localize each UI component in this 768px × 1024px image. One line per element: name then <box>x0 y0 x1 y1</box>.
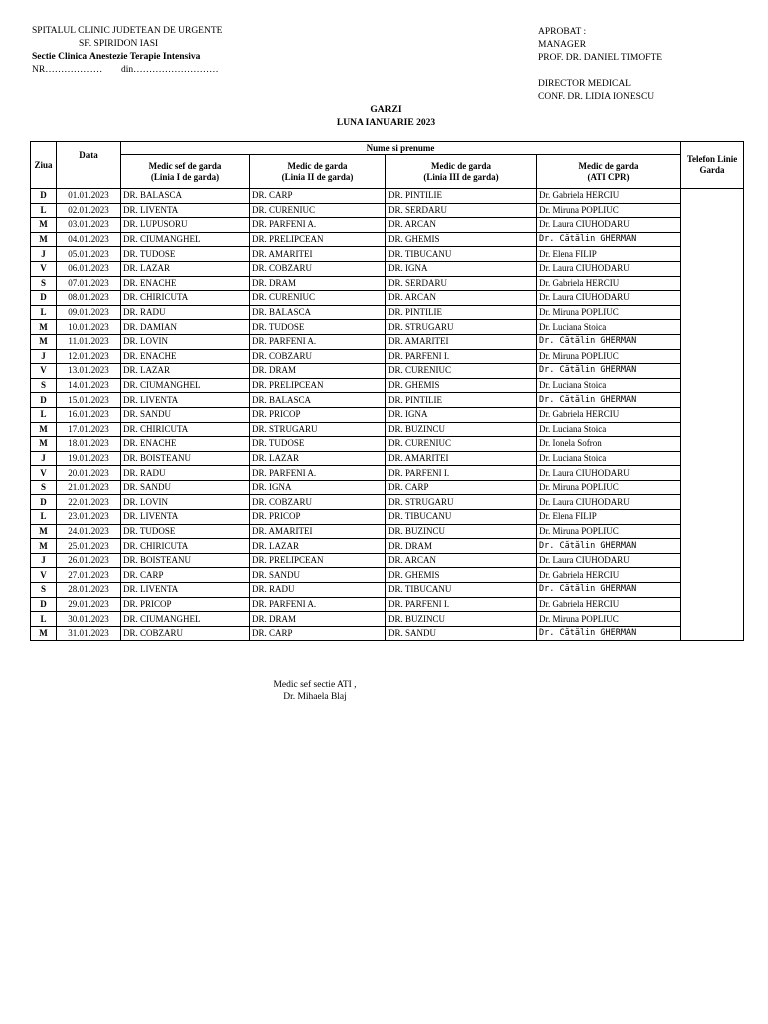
chief-doctor-cell: DR. LUPUSORU <box>121 218 250 233</box>
ati-doctor-cell: Dr. Cătălin GHERMAN <box>537 626 681 641</box>
date-cell: 30.01.2023 <box>57 612 121 627</box>
line3-doctor-cell: DR. AMARITEI <box>386 451 537 466</box>
date-cell: 02.01.2023 <box>57 203 121 218</box>
line2-doctor-cell: DR. COBZARU <box>250 349 386 364</box>
date-cell: 31.01.2023 <box>57 626 121 641</box>
line2-doctor-cell: DR. SANDU <box>250 568 386 583</box>
chief-doctor-cell: DR. PRICOP <box>121 597 250 612</box>
chief-doctor-cell: DR. LIVENTA <box>121 583 250 598</box>
chief-doctor-cell: DR. TUDOSE <box>121 524 250 539</box>
date-cell: 01.01.2023 <box>57 189 121 204</box>
day-cell: M <box>31 539 57 554</box>
line2-doctor-cell: DR. LAZAR <box>250 451 386 466</box>
line2-doctor-cell: DR. PARFENI A. <box>250 466 386 481</box>
ati-doctor-cell: Dr. Laura CIUHODARU <box>537 466 681 481</box>
table-row <box>31 218 744 233</box>
day-cell: L <box>31 407 57 422</box>
day-cell: L <box>31 305 57 320</box>
line3-doctor-cell: DR. PARFENI I. <box>386 349 537 364</box>
line2-doctor-cell: DR. DRAM <box>250 276 386 291</box>
hospital-subname: SF. SPIRIDON IASI <box>79 39 159 49</box>
ati-doctor-cell: Dr. Gabriela HERCIU <box>537 568 681 583</box>
chief-doctor-cell: DR. CIUMANGHEL <box>121 612 250 627</box>
day-cell: V <box>31 364 57 379</box>
date-cell: 11.01.2023 <box>57 334 121 349</box>
line3-doctor-cell: DR. TIBUCANU <box>386 510 537 525</box>
chief-doctor-cell: DR. BOISTEANU <box>121 553 250 568</box>
line3-doctor-cell: DR. DRAM <box>386 539 537 554</box>
line2-doctor-cell: DR. STRUGARU <box>250 422 386 437</box>
ati-doctor-cell: Dr. Luciana Stoica <box>537 320 681 335</box>
chief-doctor-cell: DR. LAZAR <box>121 261 250 276</box>
date-cell: 09.01.2023 <box>57 305 121 320</box>
table-row <box>31 276 744 291</box>
line2-doctor-cell: DR. PRELIPCEAN <box>250 232 386 247</box>
line3-doctor-cell: DR. ARCAN <box>386 553 537 568</box>
chief-doctor-cell: DR. LIVENTA <box>121 510 250 525</box>
ati-doctor-cell: Dr. Cătălin GHERMAN <box>537 364 681 379</box>
line2-doctor-cell: DR. PRICOP <box>250 510 386 525</box>
col-header-ati-doctor: Medic de garda (ATI CPR) <box>537 155 681 189</box>
line2-doctor-cell: DR. COBZARU <box>250 495 386 510</box>
line3-doctor-cell: DR. GHEMIS <box>386 232 537 247</box>
table-row <box>31 334 744 349</box>
date-cell: 23.01.2023 <box>57 510 121 525</box>
day-cell: M <box>31 524 57 539</box>
line3-doctor-cell: DR. ARCAN <box>386 291 537 306</box>
day-cell: S <box>31 276 57 291</box>
line3-doctor-cell: DR. PARFENI I. <box>386 466 537 481</box>
line2-doctor-cell: DR. LAZAR <box>250 539 386 554</box>
medical-director-title: DIRECTOR MEDICAL <box>538 79 631 89</box>
line3-doctor-cell: DR. STRUGARU <box>386 495 537 510</box>
col-header-line2-doctor: Medic de garda (Linia II de garda) <box>250 155 386 189</box>
ati-doctor-cell: Dr. Ionela Sofron <box>537 437 681 452</box>
page-title: GARZI <box>370 105 402 115</box>
chief-doctor-cell: DR. ENACHE <box>121 276 250 291</box>
line3-doctor-cell: DR. CURENIUC <box>386 364 537 379</box>
date-cell: 26.01.2023 <box>57 553 121 568</box>
line2-doctor-cell: DR. DRAM <box>250 612 386 627</box>
line3-doctor-cell: DR. AMARITEI <box>386 334 537 349</box>
day-cell: L <box>31 612 57 627</box>
col-header-phone: Telefon Linie Garda <box>681 142 744 189</box>
ati-doctor-cell: Dr. Miruna POPLIUC <box>537 349 681 364</box>
line3-doctor-cell: DR. IGNA <box>386 261 537 276</box>
table-row <box>31 510 744 525</box>
ati-doctor-cell: Dr. Cătălin GHERMAN <box>537 334 681 349</box>
line3-doctor-cell: DR. SANDU <box>386 626 537 641</box>
date-cell: 06.01.2023 <box>57 261 121 276</box>
day-cell: D <box>31 495 57 510</box>
ati-doctor-cell: Dr. Luciana Stoica <box>537 451 681 466</box>
col-header-line3-doctor: Medic de garda (Linia III de garda) <box>386 155 537 189</box>
date-cell: 19.01.2023 <box>57 451 121 466</box>
col-group-header-names: Nume si prenume <box>121 142 681 155</box>
chief-doctor-cell: DR. SANDU <box>121 407 250 422</box>
day-cell: D <box>31 291 57 306</box>
day-cell: S <box>31 480 57 495</box>
col-header-chief-doctor: Medic sef de garda (Linia I de garda) <box>121 155 250 189</box>
day-cell: J <box>31 247 57 262</box>
chief-doctor-cell: DR. CHIRICUTA <box>121 291 250 306</box>
day-cell: L <box>31 510 57 525</box>
line2-doctor-cell: DR. CURENIUC <box>250 203 386 218</box>
ati-doctor-cell: Dr. Laura CIUHODARU <box>537 218 681 233</box>
date-cell: 27.01.2023 <box>57 568 121 583</box>
day-cell: S <box>31 378 57 393</box>
line3-doctor-cell: DR. TIBUCANU <box>386 583 537 598</box>
table-row <box>31 378 744 393</box>
table-row <box>31 189 744 204</box>
table-row <box>31 247 744 262</box>
date-cell: 28.01.2023 <box>57 583 121 598</box>
manager-name: PROF. DR. DANIEL TIMOFTE <box>538 53 663 63</box>
department-name: Sectie Clinica Anestezie Terapie Intensiva <box>32 52 201 62</box>
line2-doctor-cell: DR. PARFENI A. <box>250 218 386 233</box>
hospital-name: SPITALUL CLINIC JUDETEAN DE URGENTE <box>32 26 223 36</box>
chief-doctor-cell: DR. COBZARU <box>121 626 250 641</box>
chief-doctor-cell: DR. LIVENTA <box>121 203 250 218</box>
chief-doctor-cell: DR. TUDOSE <box>121 247 250 262</box>
line3-doctor-cell: DR. ARCAN <box>386 218 537 233</box>
date-cell: 08.01.2023 <box>57 291 121 306</box>
ati-doctor-cell: Dr. Laura CIUHODARU <box>537 495 681 510</box>
date-cell: 12.01.2023 <box>57 349 121 364</box>
col-header-day: Ziua <box>31 142 57 189</box>
line3-doctor-cell: DR. BUZINCU <box>386 422 537 437</box>
ati-doctor-cell: Dr. Gabriela HERCIU <box>537 597 681 612</box>
table-row <box>31 451 744 466</box>
table-row <box>31 305 744 320</box>
table-row <box>31 407 744 422</box>
table-row <box>31 364 744 379</box>
table-row <box>31 291 744 306</box>
table-row <box>31 466 744 481</box>
chief-doctor-cell: DR. BALASCA <box>121 189 250 204</box>
table-row <box>31 583 744 598</box>
table-row <box>31 349 744 364</box>
line3-doctor-cell: DR. PINTILIE <box>386 393 537 408</box>
table-row <box>31 422 744 437</box>
line3-doctor-cell: DR. PARFENI I. <box>386 597 537 612</box>
ati-doctor-cell: Dr. Gabriela HERCIU <box>537 407 681 422</box>
line2-doctor-cell: DR. AMARITEI <box>250 524 386 539</box>
line2-doctor-cell: DR. CURENIUC <box>250 291 386 306</box>
line3-doctor-cell: DR. GHEMIS <box>386 378 537 393</box>
chief-doctor-cell: DR. SANDU <box>121 480 250 495</box>
col-header-date: Data <box>57 142 121 189</box>
schedule-table <box>30 141 744 641</box>
day-cell: V <box>31 466 57 481</box>
line2-doctor-cell: DR. COBZARU <box>250 261 386 276</box>
page-subtitle: LUNA IANUARIE 2023 <box>336 118 436 128</box>
table-row <box>31 203 744 218</box>
day-cell: M <box>31 232 57 247</box>
signature-title: Medic sef sectie ATI , <box>273 680 357 690</box>
date-cell: 16.01.2023 <box>57 407 121 422</box>
date-cell: 17.01.2023 <box>57 422 121 437</box>
table-row <box>31 568 744 583</box>
ati-doctor-cell: Dr. Luciana Stoica <box>537 422 681 437</box>
date-cell: 20.01.2023 <box>57 466 121 481</box>
ati-doctor-cell: Dr. Luciana Stoica <box>537 378 681 393</box>
day-cell: M <box>31 422 57 437</box>
chief-doctor-cell: DR. DAMIAN <box>121 320 250 335</box>
ati-doctor-cell: Dr. Miruna POPLIUC <box>537 612 681 627</box>
day-cell: M <box>31 320 57 335</box>
phone-cell <box>681 189 744 641</box>
registration-number: NR……………… <box>32 65 103 75</box>
day-cell: D <box>31 189 57 204</box>
ati-doctor-cell: Dr. Miruna POPLIUC <box>537 305 681 320</box>
ati-doctor-cell: Dr. Miruna POPLIUC <box>537 480 681 495</box>
table-row <box>31 524 744 539</box>
line2-doctor-cell: DR. PRICOP <box>250 407 386 422</box>
chief-doctor-cell: DR. CARP <box>121 568 250 583</box>
line2-doctor-cell: DR. CARP <box>250 626 386 641</box>
day-cell: M <box>31 626 57 641</box>
day-cell: J <box>31 553 57 568</box>
date-cell: 25.01.2023 <box>57 539 121 554</box>
day-cell: V <box>31 568 57 583</box>
chief-doctor-cell: DR. BOISTEANU <box>121 451 250 466</box>
date-cell: 03.01.2023 <box>57 218 121 233</box>
ati-doctor-cell: Dr. Elena FILIP <box>537 247 681 262</box>
date-cell: 29.01.2023 <box>57 597 121 612</box>
line2-doctor-cell: DR. BALASCA <box>250 305 386 320</box>
line3-doctor-cell: DR. BUZINCU <box>386 612 537 627</box>
day-cell: M <box>31 218 57 233</box>
date-cell: 05.01.2023 <box>57 247 121 262</box>
line3-doctor-cell: DR. CURENIUC <box>386 437 537 452</box>
table-row <box>31 437 744 452</box>
medical-director-name: CONF. DR. LIDIA IONESCU <box>538 92 655 102</box>
date-cell: 14.01.2023 <box>57 378 121 393</box>
table-row <box>31 612 744 627</box>
ati-doctor-cell: Dr. Cătălin GHERMAN <box>537 393 681 408</box>
day-cell: D <box>31 393 57 408</box>
ati-doctor-cell: Dr. Cătălin GHERMAN <box>537 232 681 247</box>
ati-doctor-cell: Dr. Miruna POPLIUC <box>537 203 681 218</box>
day-cell: D <box>31 597 57 612</box>
ati-doctor-cell: Dr. Gabriela HERCIU <box>537 189 681 204</box>
table-row <box>31 320 744 335</box>
line3-doctor-cell: DR. PINTILIE <box>386 305 537 320</box>
day-cell: L <box>31 203 57 218</box>
line2-doctor-cell: DR. RADU <box>250 583 386 598</box>
table-row <box>31 261 744 276</box>
line2-doctor-cell: DR. PRELIPCEAN <box>250 553 386 568</box>
chief-doctor-cell: DR. CHIRICUTA <box>121 422 250 437</box>
line3-doctor-cell: DR. SERDARU <box>386 203 537 218</box>
date-cell: 18.01.2023 <box>57 437 121 452</box>
ati-doctor-cell: Dr. Cătălin GHERMAN <box>537 539 681 554</box>
day-cell: V <box>31 261 57 276</box>
ati-doctor-cell: Dr. Laura CIUHODARU <box>537 553 681 568</box>
day-cell: J <box>31 451 57 466</box>
line3-doctor-cell: DR. PINTILIE <box>386 189 537 204</box>
chief-doctor-cell: DR. LOVIN <box>121 495 250 510</box>
manager-title: MANAGER <box>538 40 587 50</box>
line2-doctor-cell: DR. AMARITEI <box>250 247 386 262</box>
day-cell: M <box>31 334 57 349</box>
chief-doctor-cell: DR. RADU <box>121 466 250 481</box>
line2-doctor-cell: DR. TUDOSE <box>250 320 386 335</box>
ati-doctor-cell: Dr. Laura CIUHODARU <box>537 291 681 306</box>
ati-doctor-cell: Dr. Cătălin GHERMAN <box>537 583 681 598</box>
table-row <box>31 553 744 568</box>
chief-doctor-cell: DR. LIVENTA <box>121 393 250 408</box>
line2-doctor-cell: DR. IGNA <box>250 480 386 495</box>
line3-doctor-cell: DR. BUZINCU <box>386 524 537 539</box>
ati-doctor-cell: Dr. Elena FILIP <box>537 510 681 525</box>
line2-doctor-cell: DR. PARFENI A. <box>250 597 386 612</box>
date-cell: 22.01.2023 <box>57 495 121 510</box>
line2-doctor-cell: DR. PARFENI A. <box>250 334 386 349</box>
ati-doctor-cell: Dr. Gabriela HERCIU <box>537 276 681 291</box>
chief-doctor-cell: DR. LOVIN <box>121 334 250 349</box>
table-row <box>31 597 744 612</box>
line3-doctor-cell: DR. SERDARU <box>386 276 537 291</box>
chief-doctor-cell: DR. CIUMANGHEL <box>121 232 250 247</box>
date-cell: 04.01.2023 <box>57 232 121 247</box>
table-row <box>31 495 744 510</box>
day-cell: S <box>31 583 57 598</box>
table-row <box>31 480 744 495</box>
registration-date: din……………………… <box>121 65 219 75</box>
chief-doctor-cell: DR. RADU <box>121 305 250 320</box>
date-cell: 13.01.2023 <box>57 364 121 379</box>
ati-doctor-cell: Dr. Laura CIUHODARU <box>537 261 681 276</box>
line3-doctor-cell: DR. STRUGARU <box>386 320 537 335</box>
day-cell: M <box>31 437 57 452</box>
day-cell: J <box>31 349 57 364</box>
signature-name: Dr. Mihaela Blaj <box>283 692 347 702</box>
line2-doctor-cell: DR. CARP <box>250 189 386 204</box>
chief-doctor-cell: DR. CIUMANGHEL <box>121 378 250 393</box>
date-cell: 10.01.2023 <box>57 320 121 335</box>
table-row <box>31 393 744 408</box>
date-cell: 24.01.2023 <box>57 524 121 539</box>
line3-doctor-cell: DR. TIBUCANU <box>386 247 537 262</box>
ati-doctor-cell: Dr. Miruna POPLIUC <box>537 524 681 539</box>
chief-doctor-cell: DR. ENACHE <box>121 349 250 364</box>
date-cell: 15.01.2023 <box>57 393 121 408</box>
chief-doctor-cell: DR. ENACHE <box>121 437 250 452</box>
approval-label: APROBAT : <box>538 27 587 37</box>
date-cell: 07.01.2023 <box>57 276 121 291</box>
line3-doctor-cell: DR. CARP <box>386 480 537 495</box>
line2-doctor-cell: DR. BALASCA <box>250 393 386 408</box>
schedule-body <box>31 189 744 641</box>
chief-doctor-cell: DR. LAZAR <box>121 364 250 379</box>
line2-doctor-cell: DR. PRELIPCEAN <box>250 378 386 393</box>
table-row <box>31 232 744 247</box>
chief-doctor-cell: DR. CHIRICUTA <box>121 539 250 554</box>
line3-doctor-cell: DR. IGNA <box>386 407 537 422</box>
line3-doctor-cell: DR. GHEMIS <box>386 568 537 583</box>
date-cell: 21.01.2023 <box>57 480 121 495</box>
line2-doctor-cell: DR. TUDOSE <box>250 437 386 452</box>
table-row <box>31 539 744 554</box>
table-row <box>31 626 744 641</box>
line2-doctor-cell: DR. DRAM <box>250 364 386 379</box>
